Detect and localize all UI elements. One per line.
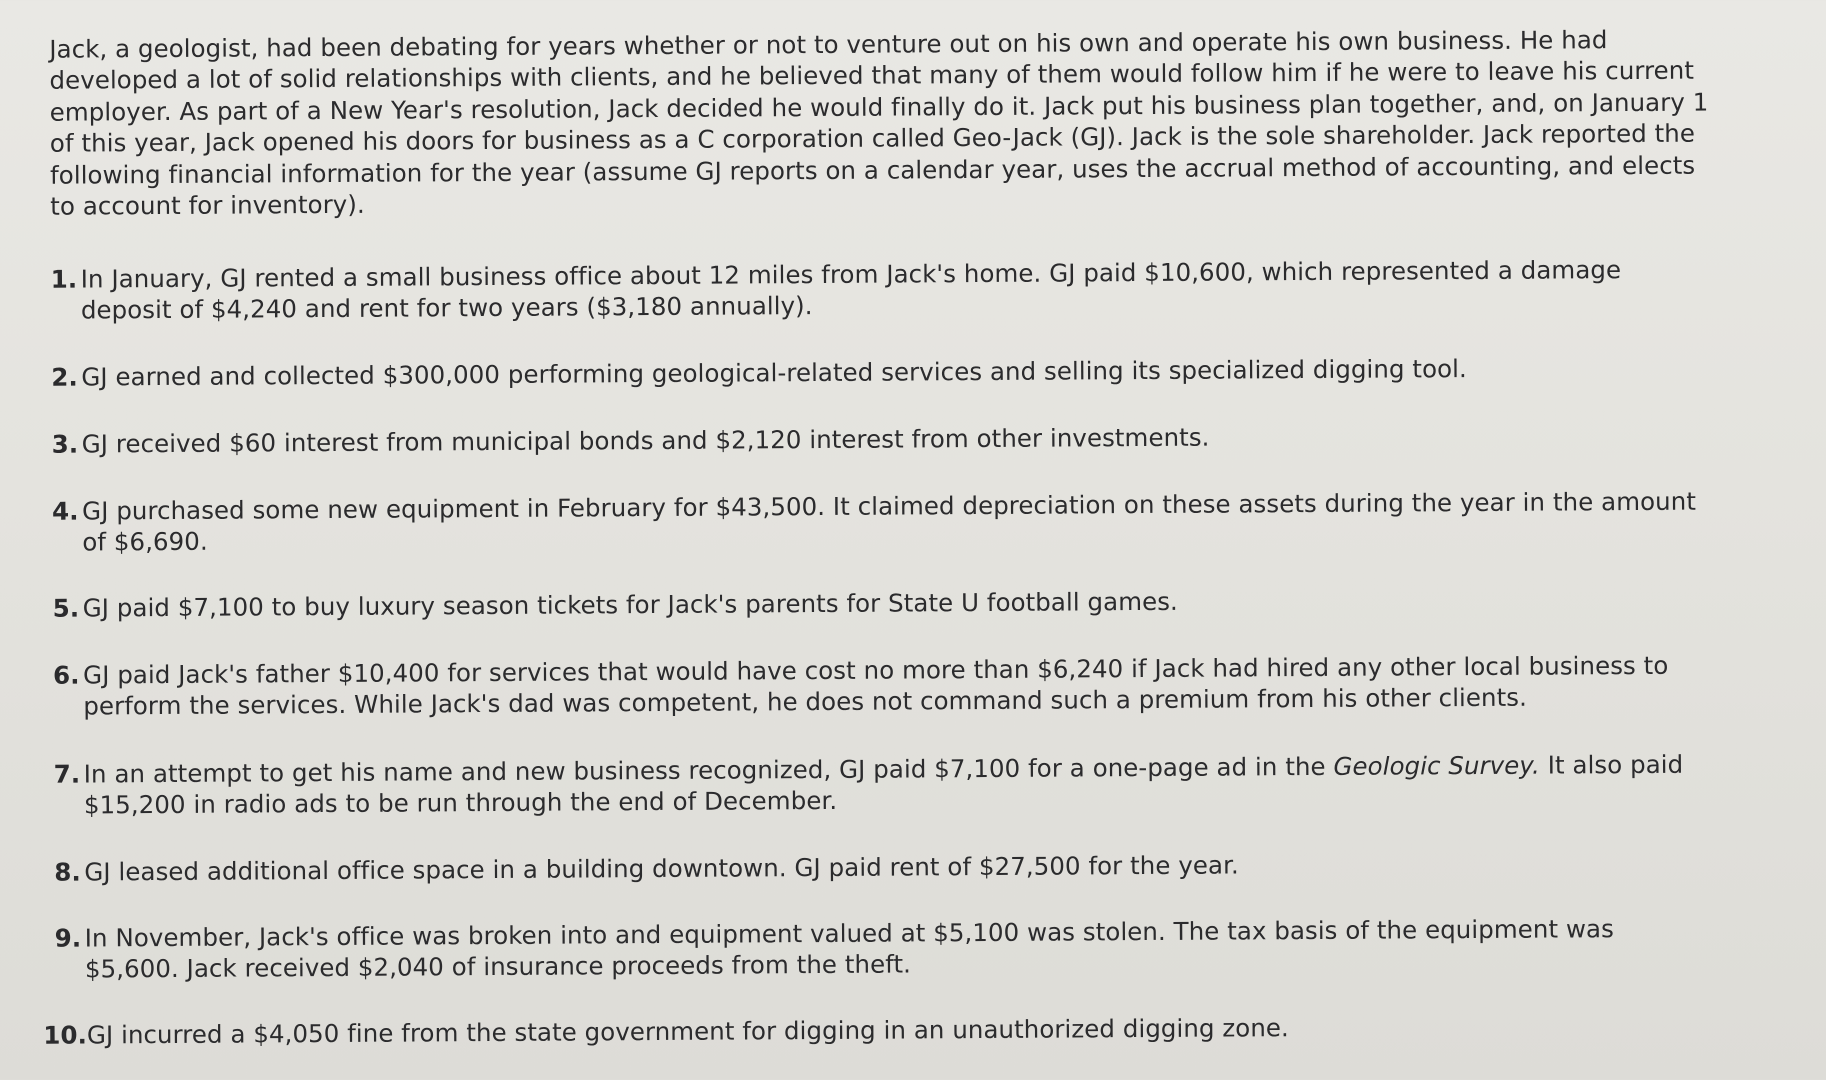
list-item-2 [51, 352, 1711, 394]
item-number: 4. [52, 496, 79, 526]
intro-paragraph: Jack, a geologist, had been debating for years whether or not to venture out on his own and operate his own business. He had developed a lot of solid relationships with clients, and he believed that many of them would follow him if he were to leave his current employer. As part of a New Year's resolution, Jack decided he would finally do it. Jack put his business plan together, and, on January 1 of this year, Jack opened his doors for business as a C corporation called Geo-Jack (GJ). Jack is the sole shareholder. Jack reported the following financial information for the year (assume GJ reports on a calendar year, uses the accrual method of accounting, and elects to account for inventory). [49, 25, 1709, 221]
item-number: 5. [52, 593, 80, 623]
item-number: 10. [43, 1020, 87, 1050]
item-text: In January, GJ rented a small business office about 12 miles from Jack's home. GJ paid $10,600, which represented a damage deposit of $4,240 and rent for two years ($3,180 annually). [80, 255, 1622, 325]
list-item-10 [43, 1010, 1715, 1052]
list-item-9 [55, 913, 1715, 986]
item-text: GJ paid $7,100 to buy luxury season tickets for Jack's parents for State U football games. [82, 586, 1178, 623]
item-number: 7. [53, 759, 81, 789]
item-number: 3. [51, 429, 79, 459]
item-text: In November, Jack's office was broken into and equipment valued at $5,100 was stolen. The tax basis of the equipment was $5,600. Jack received $2,040 of insurance proceeds from the theft. [84, 914, 1614, 984]
item-text [84, 749, 1714, 822]
item-text: GJ received $60 interest from municipal bonds and $2,120 interest from other investments. [81, 422, 1210, 459]
item-text: GJ earned and collected $300,000 performing geological-related services and selling its specialized digging tool. [81, 354, 1467, 392]
item-text: GJ leased additional office space in a building downtown. GJ paid rent of $27,500 for the year. [84, 850, 1239, 887]
item-text-part: In an attempt to get his name and new business recognized, GJ paid $7,100 for a one-page ad in the [83, 751, 1334, 789]
item-number: 1. [50, 264, 78, 294]
item-text-part: It also paid $15,200 in radio ads to be run through the end of December. [83, 749, 1684, 820]
list-item-4 [52, 486, 1712, 559]
list-item-6 [53, 650, 1713, 723]
list-item-8 [54, 847, 1714, 889]
item-text: GJ purchased some new equipment in February for $43,500. It claimed depreciation on these assets during the year in the amount of $6,690. [82, 486, 1697, 557]
list-item-5 [53, 583, 1713, 625]
list-item-3 [52, 419, 1712, 461]
item-text: GJ incurred a $4,050 fine from the state government for digging in an unauthorized digging zone. [86, 1013, 1289, 1050]
item-text: GJ paid Jack's father $10,400 for services that would have cost no more than $6,240 if Jack had hired any other local business to perform the services. While Jack's dad was competent, he does not command such a premium from his other clients. [83, 650, 1669, 721]
item-number: 6. [53, 660, 80, 690]
item-number: 2. [51, 362, 78, 392]
publication-title: Geologic Survey. [1333, 750, 1540, 781]
item-number: 8. [54, 857, 81, 887]
item-number: 9. [54, 923, 82, 953]
list-item-1 [51, 254, 1711, 327]
list-item-7 [54, 749, 1714, 822]
